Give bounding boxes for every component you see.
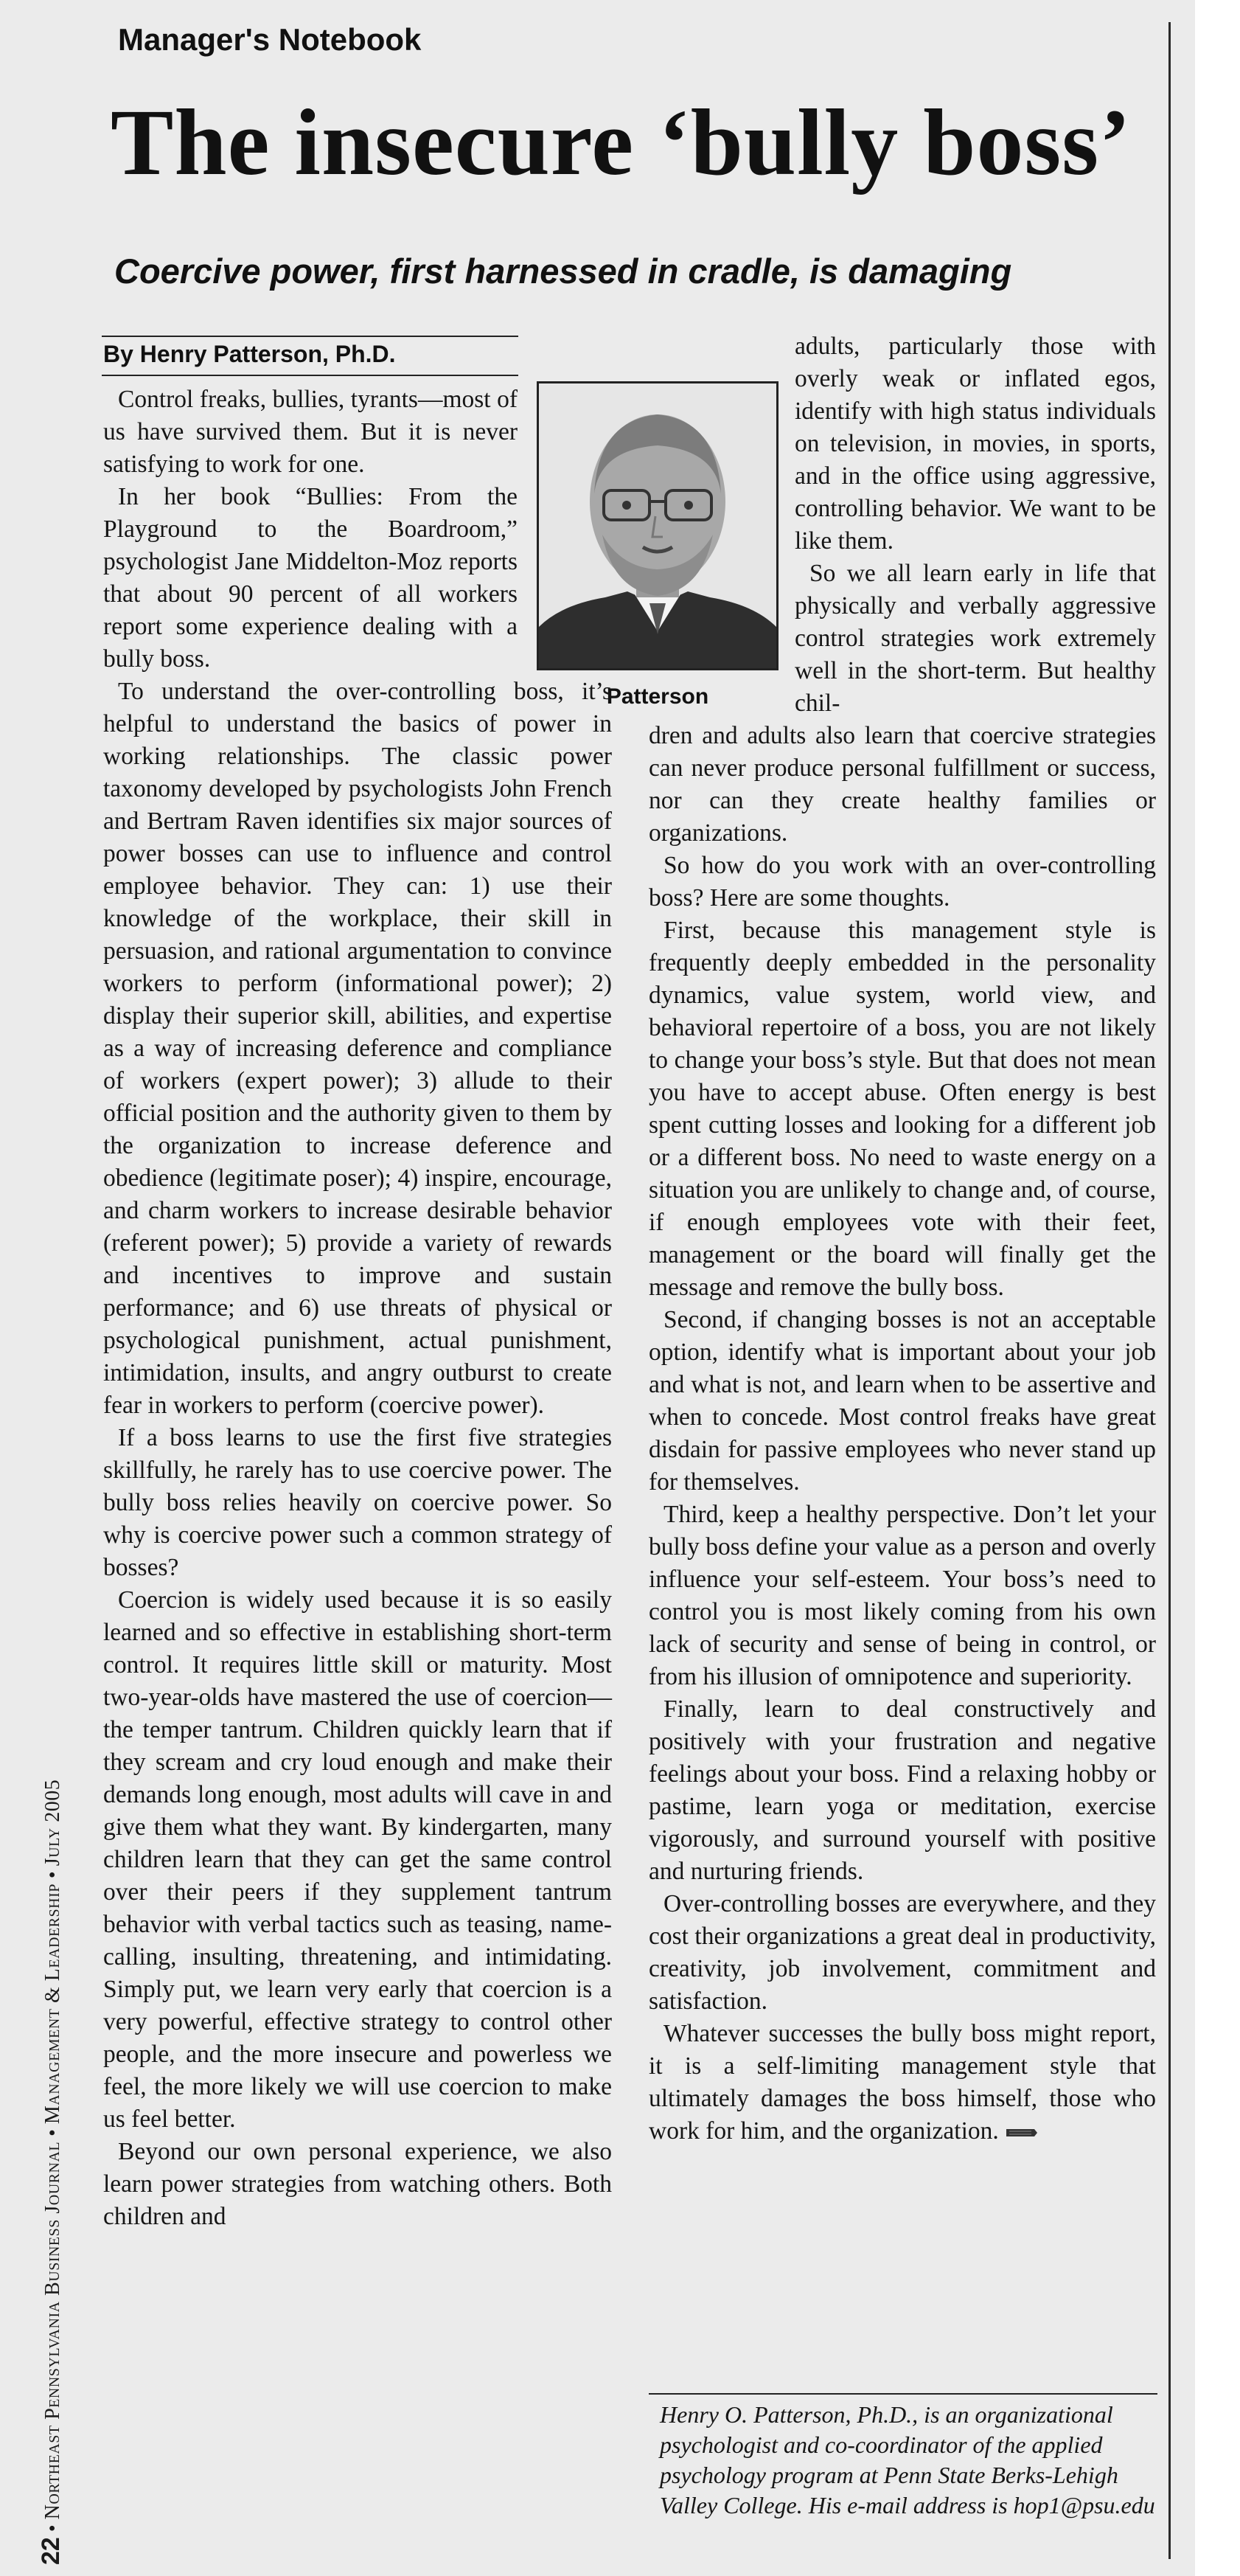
paragraph: In her book “Bullies: From the Playground to the Boardroom,” psychologist Jane Middelton-Moz reports that about 90 percent of all workers report some experience dealing with a bully boss. [103,483,518,673]
publication-name: Northeast Pennsylvania Business Journal [41,2141,64,2520]
paragraph: Second, if changing bosses is not an acceptable option, identify what is important about your job and what is not, and learn when to be assertive and when to concede. Most control freaks have great disdain for passive employees who never stand up for themselves. [649,1306,1156,1496]
paragraph: Control freaks, bullies, tyrants—most of us have survived them. But it is never satisfying to work for one. [103,386,518,478]
paragraph: dren and adults also learn that coercive strategies can never produce personal fulfillment or success, nor can they create healthy families or organizations. [649,722,1156,847]
paragraph: Third, keep a healthy perspective. Don’t let your bully boss define your value as a person and overly influence your self-esteem. Your boss’s need to control you is most likely coming from his own lack of security and sense of being in control, or from his illusion of omnipotence and superiority. [649,1501,1156,1690]
byline: By Henry Patterson, Ph.D. [103,341,396,367]
author-bio: Henry O. Patterson, Ph.D., is an organizational psychologist and co-coordinator of the applied psychology program at Penn State Berks-Lehigh Valley College. His e-mail address is hop1@psu.edu [660,2401,1155,2518]
byline-top-rule [102,336,518,337]
paragraph: Beyond our own personal experience, we also learn power strategies from watching others. Both children and [103,2138,612,2230]
issue-date: July 2005 [41,1779,64,1867]
section-label: Manager's Notebook [118,22,422,57]
section-name: Management & Leadership [41,1884,64,2125]
end-of-story-icon [1005,2127,1039,2139]
paragraph: So how do you work with an over-controlling boss? Here are some thoughts. [649,852,1156,912]
paragraph: To understand the over-controlling boss, it’s helpful to understand the basics of power in working relationships. The classic power taxonomy developed by psychologists John French and Bertram Raven identifies six major sources of power bosses can use to influence and control employee behavior. They can: 1) use their knowledge of the workplace, their skill in persuasion, and rational argumentation to convince workers to perform (informational power); 2) display their superior skill, abilities, and expertise as a way of increasing deference and compliance of workers (expert power); 3) allude to their official position and the authority given to them by the organization to increase deference and obedience (legitimate poser); 4) inspire, encourage, and charm workers to increase desirable behavior (referent power); 5) provide a variety of rewards and incentives to improve and sustain performance; and 6) use threats of physical or psychological punishment, actual punishment, intimidation, insults, and angry outburst to create fear in workers to perform (coercive power). [103,678,612,1419]
paragraph: Over-controlling bosses are everywhere, and they cost their organizations a great deal in productivity, creativity, job involvement, commitment and satisfaction. [649,1890,1156,2015]
subheadline: Coercive power, first harnessed in cradle, is damaging [114,251,1012,291]
photo-caption: Patterson [606,684,709,709]
paragraph: First, because this management style is frequently deeply embedded in the personality dynamics, value system, world view, and behavioral repertoire of a boss, you are not likely to change your boss’s style. But that does not mean you have to accept abuse. Often energy is best spent cutting losses and looking for a different job or a different boss. No need to waste energy on a situation you are unlikely to change and, of course, if enough employees vote with their feet, management or the board will finally get the message and remove the bully boss. [649,917,1156,1301]
page-footer [37,1780,66,2565]
article-column-2 [649,330,1156,2148]
paragraph: Coercion is widely used because it is so easily learned and so effective in establishing short-term control. It requires little skill or maturity. Most two-year-olds have mastered the use of coercion—the temper tantrum. Children quickly learn that if they scream and cry loud enough and make their demands long enough, most adults will cave in and give them what they want. By kindergarten, many children learn that they can get the same control over their peers if they supplement tantrum behavior with verbal tactics such as teasing, name-calling, insulting, threatening, and intimidating. Simply put, we learn very early that coercion is a very powerful, effective strategy to control other people, and the more insecure and powerless we feel, the more likely we will use coercion to make us feel better. [103,1586,612,2133]
page-number: 22 [37,2537,65,2565]
paragraph-final [649,2018,1156,2148]
paragraph: So we all learn early in life that physically and verbally aggressive control strategies work extremely well in the short-term. But healthy chil- [795,560,1156,717]
headline: The insecure ‘bully boss’ [111,90,1132,195]
footer-separator: • [41,2129,64,2136]
footer-separator: • [41,2524,64,2532]
paragraph: adults, particularly those with overly weak or inflated egos, identify with high status individuals on television, in movies, in sports, and in the office using aggressive, controlling behavior. We want to be like them. [795,333,1156,555]
right-column-rule [1168,22,1171,2559]
paragraph: Finally, learn to deal constructively and positively with your frustration and negative feelings about your boss. Find a relaxing hobby or pastime, learn yoga or meditation, exercise vigorously, and surround yourself with positive and nurturing friends. [649,1695,1156,1885]
footer-separator: • [41,1871,64,1879]
paragraph: If a boss learns to use the first five strategies skillfully, he rarely has to use coercive power. The bully boss relies heavily on coercive power. So why is coercive power such a common strategy of bosses? [103,1424,612,1581]
byline-bottom-rule [102,375,518,376]
article-column-1 [103,383,612,2233]
paragraph-final-text: Whatever successes the bully boss might report, it is a self-limiting management style that ultimately damages the boss himself, those who work for him, and the organization. [649,2020,1156,2145]
bio-rule [649,2393,1157,2395]
